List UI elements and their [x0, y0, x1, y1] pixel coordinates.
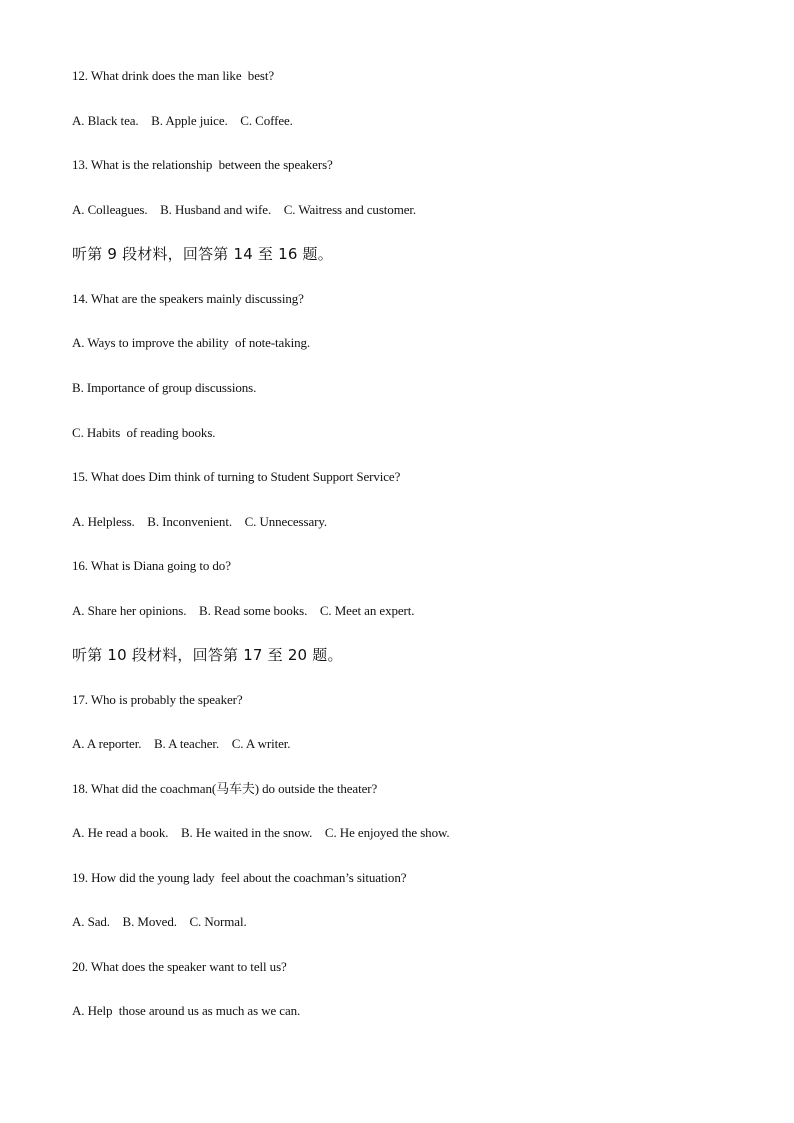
options-17: A. A reporter. B. A teacher. C. A writer.: [72, 736, 291, 751]
question-16: 16. What is Diana going to do?: [72, 558, 231, 573]
options-13: A. Colleagues. B. Husband and wife. C. Waitress and customer.: [72, 202, 417, 217]
options-16: A. Share her opinions. B. Read some books. C. Meet an expert.: [72, 603, 415, 618]
section-heading-9: 听第 9 段材料，回答第 14 至 16 题。: [72, 245, 333, 263]
options-18: A. He read a book. B. He waited in the snow. C. He enjoyed the show.: [72, 825, 450, 840]
question-18: 18. What did the coachman(马车夫) do outside the theater?: [72, 781, 378, 796]
question-13: 13. What is the relationship between the speakers?: [72, 157, 333, 172]
section-heading-10: 听第 10 段材料，回答第 17 至 20 题。: [72, 646, 343, 664]
question-15: 15. What does Dim think of turning to Student Support Service?: [72, 469, 401, 484]
options-19: A. Sad. B. Moved. C. Normal.: [72, 914, 247, 929]
option-20-a: A. Help those around us as much as we can.: [72, 1003, 301, 1018]
question-14: 14. What are the speakers mainly discussing?: [72, 291, 304, 306]
question-19: 19. How did the young lady feel about the coachman’s situation?: [72, 870, 407, 885]
question-12: 12. What drink does the man like best?: [72, 68, 275, 83]
option-14-b: B. Importance of group discussions.: [72, 380, 257, 395]
question-17: 17. Who is probably the speaker?: [72, 692, 243, 707]
options-12: A. Black tea. B. Apple juice. C. Coffee.: [72, 113, 293, 128]
option-14-a: A. Ways to improve the ability of note-taking.: [72, 335, 311, 350]
option-14-c: C. Habits of reading books.: [72, 425, 216, 440]
options-15: A. Helpless. B. Inconvenient. C. Unnecessary.: [72, 514, 328, 529]
question-20: 20. What does the speaker want to tell us?: [72, 959, 287, 974]
